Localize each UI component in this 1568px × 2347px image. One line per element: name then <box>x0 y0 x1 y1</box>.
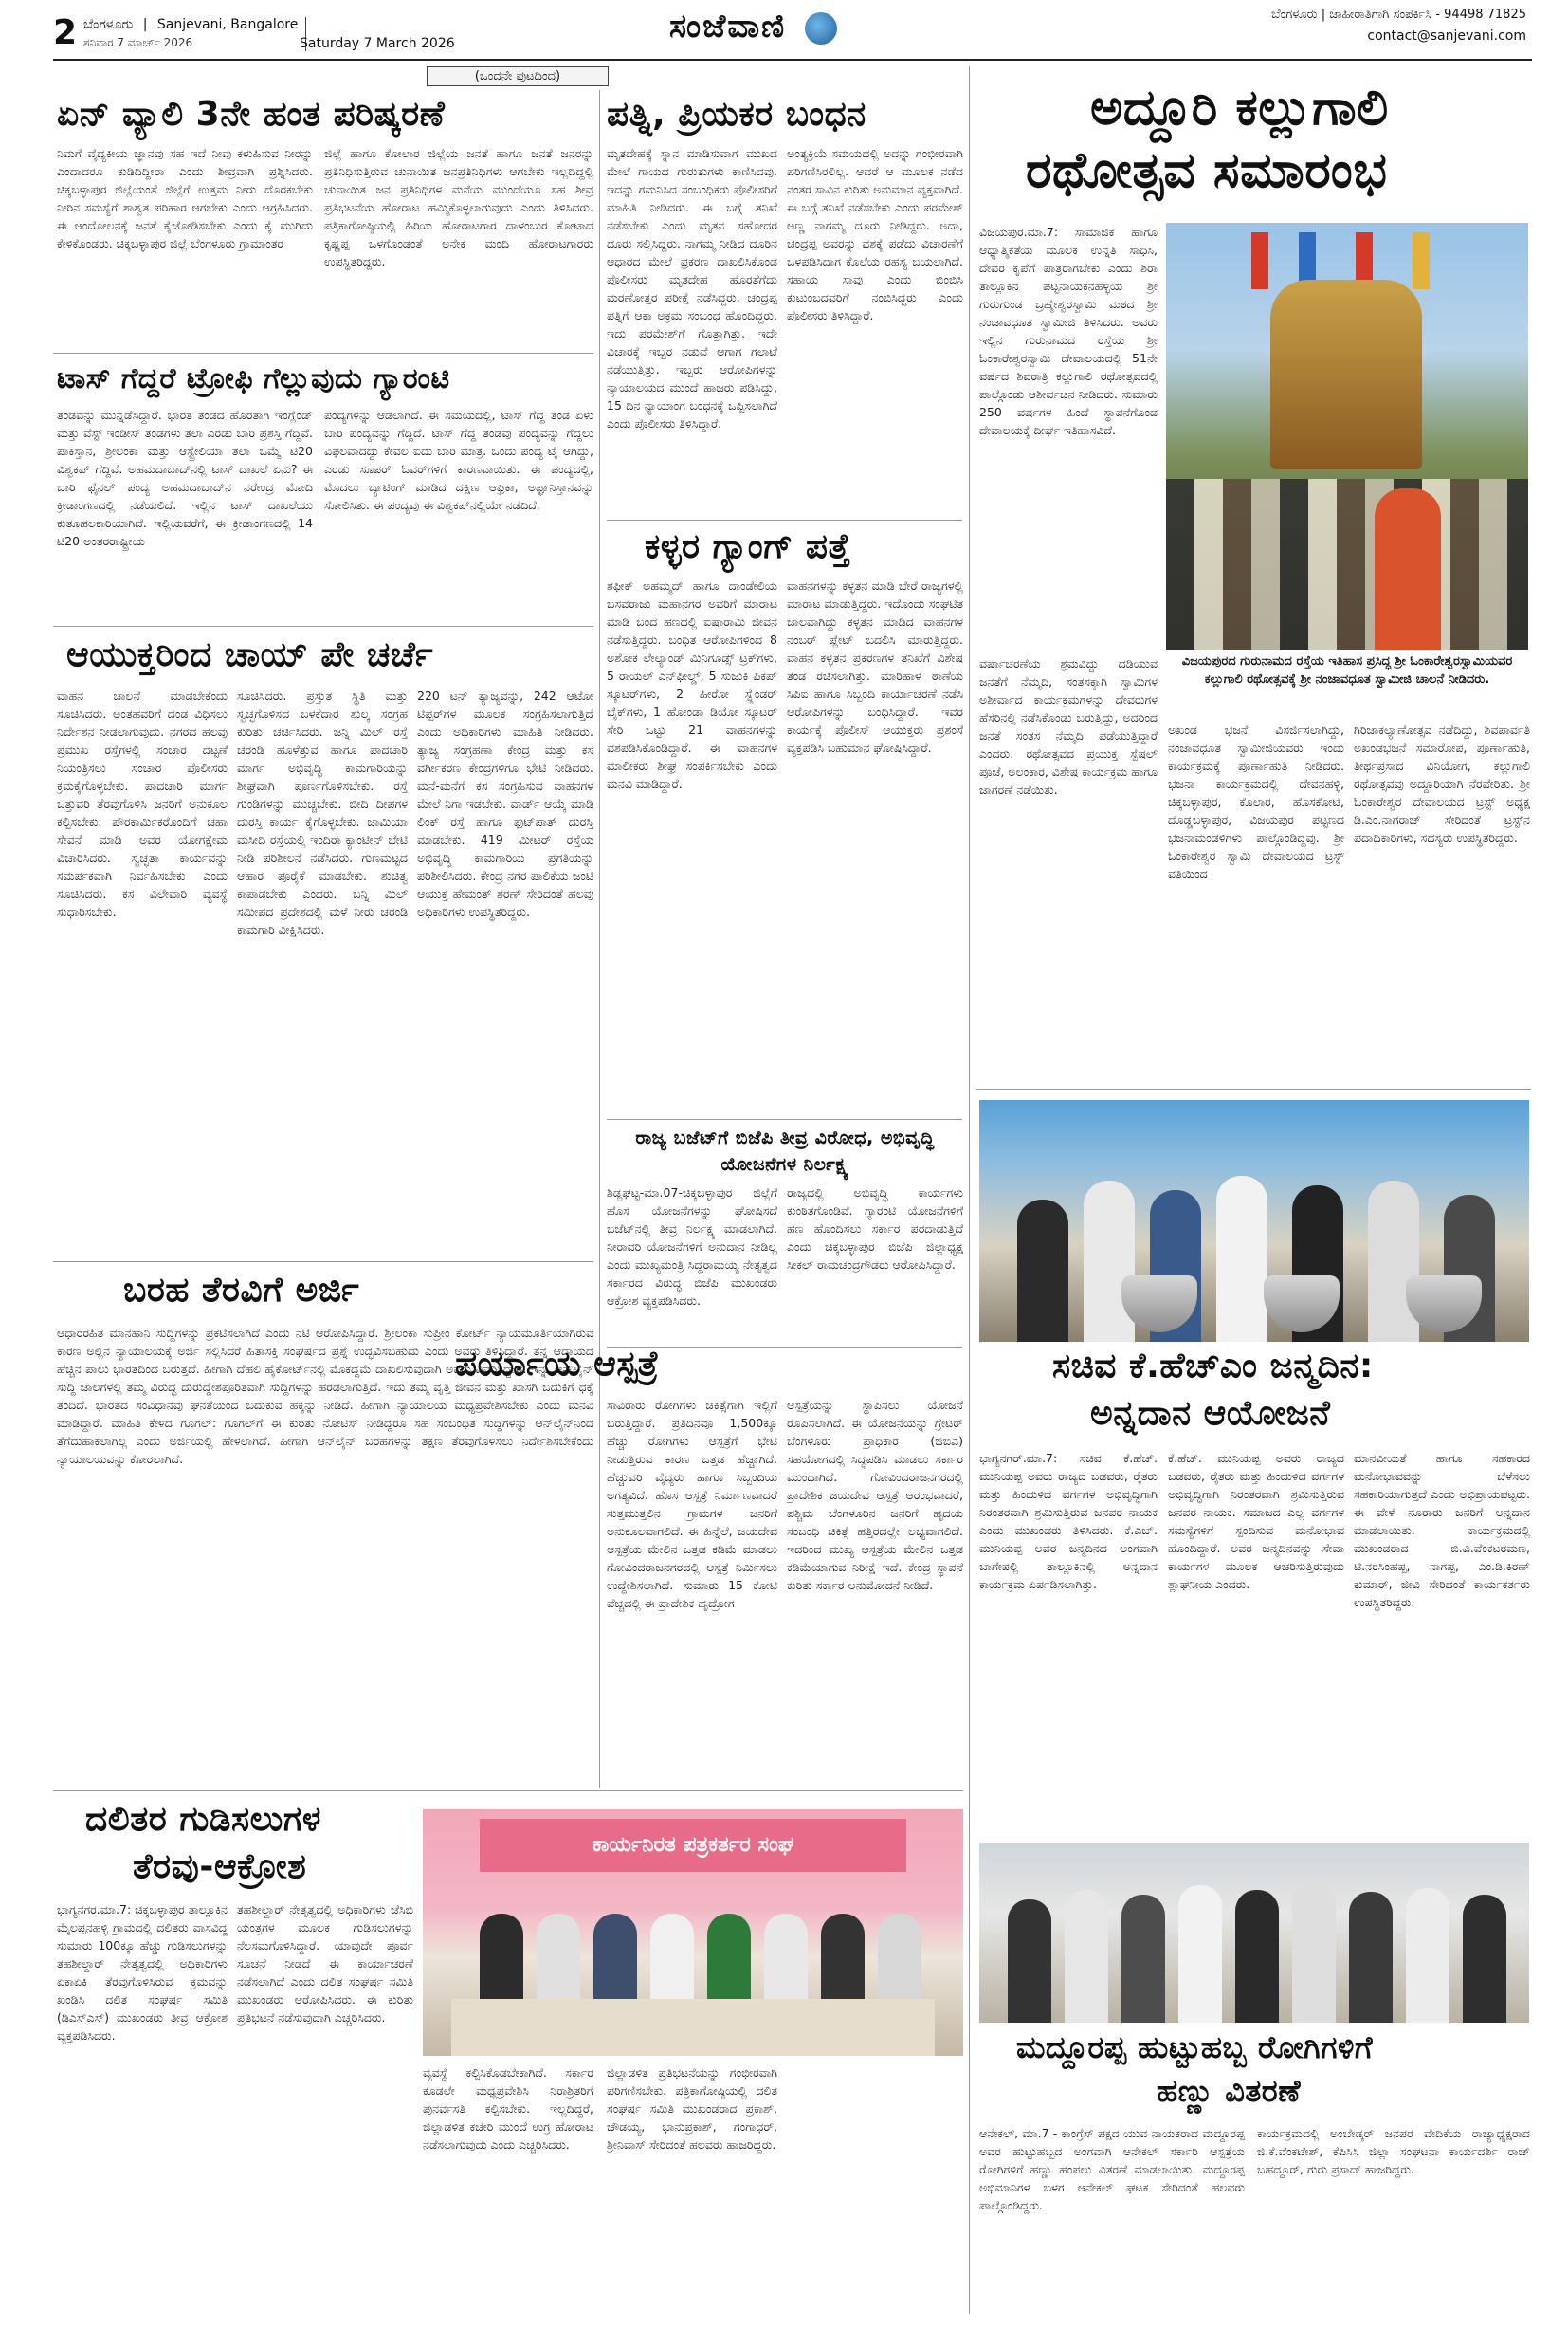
article-body: ವ್ಯವಸ್ಥೆ ಕಲ್ಪಿಸಿಕೊಡಬೇಕಾಗಿದೆ. ಸರ್ಕಾರ ಕೂಡಲೇ ಮಧ್ಯಪ್ರವೇಶಿಸಿ ನಿರಾಶ್ರಿತರಿಗೆ ಪುನರ್ವಸತಿ ಕಲ್ಪಿಸಬೇಕು. ಇಲ್ಲದಿದ್ದರೆ, ಜಿಲ್ಲಾಡಳಿತ ಕಚೇರಿ ಮುಂದೆ ಉಗ್ರ ಹೋರಾಟ ನಡೆಸಲಾಗುವುದು ಎಂದು ಎಚ್ಚರಿಸಿದರು. <box>423 2065 593 2152</box>
article-body: ಮೃತದೇಹಕ್ಕೆ ಸ್ನಾನ ಮಾಡಿಸುವಾಗ ಮುಖದ ಮೇಲೆ ಗಾಯದ ಗುರುತುಗಳು ಕಾಣಿಸಿದವು. ಇದನ್ನು ಗಮನಿಸಿದ ಸಂಬಂಧಿಕರು ಪೊಲೀಸರಿಗೆ ಮಾಹಿತಿ ನೀಡಿದರು. ಈ ಬಗ್ಗೆ ತನಿಖೆ ನಡೆಸಬೇಕು ಎಂದು ಮೃತನ ಸಹೋದರ ದೂರು ಸಲ್ಲಿಸಿದ್ದರು. ನಾಗಮ್ಮ ನೀಡಿದ ದೂರಿನ ಆಧಾರದ ಮೇಲೆ ಪ್ರಕರಣ ದಾಖಲಿಸಿಕೊಂಡ ಪೊಲೀಸರು ಮೃತದೇಹ ಹೊರತೆಗೆದು ಮರಣೋತ್ತರ ಪರೀಕ್ಷೆ ನಡೆಸಿದ್ದರು. ಚಂದ್ರಪ್ಪ ಪತ್ನಿಗೆ ಆಕಾ ಅಕ್ರಮ ಸಂಬಂಧ ಹೊಂದಿದ್ದರು. ಇದು ಪರಮೇಶ್‌ಗೆ ಗೊತ್ತಾಗಿತ್ತು. ಇದೇ ವಿಚಾರಕ್ಕೆ ಇಬ್ಬರ ನಡುವೆ ಆಗಾಗ ಗಲಾಟೆ ನಡೆಯುತ್ತಿತ್ತು. ಇಬ್ಬರು ಆರೋಪಿಗಳನ್ನು ನ್ಯಾಯಾಲಯದ ಮುಂದೆ ಹಾಜರು ಪಡಿಸಿದ್ದು, 15 ದಿನ ನ್ಯಾಯಾಂಗ ಬಂಧನಕ್ಕೆ ಒಪ್ಪಿಸಲಾಗಿದೆ ಎಂದು ಪೊಲೀಸರು ತಿಳಿಸಿದ್ದಾರೆ. <box>607 146 777 431</box>
article-body: ಗಿರಿಜಾಕಲ್ಯಾಣೋತ್ಸವ ನಡೆದಿದ್ದು, ಶಿವಪಾರ್ವತಿ ಅಖಂಡಭಜನೆ ಸಮಾರೋಪ, ಪೂರ್ಣಾಹುತಿ, ತೀರ್ಥಪ್ರಸಾದ ವಿನಿಯೋಗ, ಕಲ್ಲುಗಾಲಿ ರಥೋತ್ಸವವು ಅದ್ದೂರಿಯಾಗಿ ನೆರವೇರಿತು. ಶ್ರೀ ಓಂಕಾರೇಶ್ವರ ದೇವಾಲಯದ ಟ್ರಸ್ಟ್ ಅಧ್ಯಕ್ಷ ಡಿ.ಎಂ.ನಾಗರಾಜ್ ಸೇರಿದಂತೆ ಟ್ರಸ್ಟ್‌ನ ಪದಾಧಿಕಾರಿಗಳು, ಸದಸ್ಯರು ಉಪಸ್ಥಿತರಿದ್ದರು. <box>1354 723 1530 845</box>
article-body: ಅಖಂಡ ಭಜನೆ ವಿಸರ್ಜಿಸಲಾಗಿದ್ದು, ನಂಜಾವಧೂತ ಸ್ವಾಮೀಜಿಯವರು ಇಂದು ಕಾರ್ಯಕ್ರಮಕ್ಕೆ ಪೂರ್ಣಾಹುತಿ ನೀಡಿದರು. ಭಜನಾ ಕಾರ್ಯಕ್ರಮದಲ್ಲಿ ದೇವನಹಳ್ಳಿ, ಚಿಕ್ಕಬಳ್ಳಾಪುರ, ಕೊಲಾರ, ಹೊಸಕೋಟೆ, ದೊಡ್ಡಬಳ್ಳಾಪುರ, ವಿಜಯಪುರ ಪಟ್ಟಣದ ಭಜನಾಮಂಡಳಿಗಳು ಪಾಲ್ಗೊಂಡಿದ್ದವು. ಶ್ರೀ ಓಂಕಾರೇಶ್ವರ ಸ್ವಾಮಿ ದೇವಾಲಯದ ಟ್ರಸ್ಟ್ ವತಿಯಿಂದ <box>1168 723 1344 881</box>
headline-fruit-2: ಹಣ್ಣು ವಿತರಣೆ <box>1157 2073 1302 2109</box>
article-body: ವಾಹನ ಚಾಲನೆ ಮಾಡಬೇಕೆಂದು ಸೂಚಿಸಿದರು. ಅಂತಹವರಿಗೆ ದಂಡ ವಿಧಿಸಲು ನಿರ್ದೇಶನ ನೀಡಲಾಗುವುದು. ನಗರದ ಹಲವು ಪ್ರಮುಖ ರಸ್ತೆಗಳಲ್ಲಿ ಸಂಚಾರ ದಟ್ಟಣೆ ನಿಯಂತ್ರಿಸಲು ಸಂಚಾರ ಪೊಲೀಸರು ಕ್ರಮಕೈಗೊಳ್ಳಬೇಕು. ಪಾದಚಾರಿ ಮಾರ್ಗ ಒತ್ತುವರಿ ತೆರವುಗೊಳಿಸಿ ಜನರಿಗೆ ಅನುಕೂಲ ಕಲ್ಪಿಸಬೇಕು. ಪೌರಕಾರ್ಮಿಕರೊಂದಿಗೆ ಚಹಾ ಸೇವನೆ ಮಾಡಿ ಅವರ ಯೋಗಕ್ಷೇಮ ವಿಚಾರಿಸಿದರು. ಸ್ವಚ್ಛತಾ ಕಾರ್ಯವನ್ನು ಸಮರ್ಪಕವಾಗಿ ನಿರ್ವಹಿಸಬೇಕು ಎಂದು ಸೂಚಿಸಿದರು. ಕಸ ವಿಲೇವಾರಿ ವ್ಯವಸ್ಥೆ ಸುಧಾರಿಸಬೇಕು. <box>57 688 228 919</box>
section-divider <box>607 1119 962 1120</box>
fruit-distribution-photo <box>979 1843 1529 2023</box>
headline-rathotsava-2: ರಥೋತ್ಸವ ಸಮಾರಂಭ <box>1026 142 1388 199</box>
section-divider <box>607 520 962 521</box>
headline-kallara: ಕಳ್ಳರ ಗ್ಯಾಂಗ್ ಪತ್ತೆ <box>645 527 851 566</box>
article-body: ಸೂಚಿಸಿದರು. ಪ್ರಸ್ತುತ ಸ್ಥಿತಿ ಮತ್ತು ಸ್ವಚ್ಛಗೊಳಿಸದ ಬಳಕೆದಾರ ಶುಲ್ಕ ಸಂಗ್ರಹ ಕುರಿತು ಚರ್ಚಿಸಿದರು. ಜನ್ನಿ ಮಿಲ್ ರಸ್ತೆ ಚರಂಡಿ ಹೂಳೆತ್ತುವ ಹಾಗೂ ಪಾದಚಾರಿ ಮಾರ್ಗ ಅಭಿವೃದ್ಧಿ ಕಾಮಗಾರಿಯನ್ನು ಶೀಘ್ರವಾಗಿ ಪೂರ್ಣಗೊಳಿಸಬೇಕು. ರಸ್ತೆ ಗುಂಡಿಗಳನ್ನು ಮುಚ್ಚಬೇಕು. ಬೀದಿ ದೀಪಗಳ ದುರಸ್ತಿ ಕಾರ್ಯ ಕೈಗೊಳ್ಳಬೇಕು. ಜಾಮಿಯಾ ಮಸೀದಿ ರಸ್ತೆಯಲ್ಲಿ ಇಂದಿರಾ ಕ್ಯಾಂಟೀನ್ ಭೇಟಿ ನೀಡಿ ಪರಿಶೀಲನೆ ನಡೆಸಿದರು. ಗುಣಮಟ್ಟದ ಆಹಾರ ಪೂರೈಕೆ ಮಾಡಬೇಕು. ಶುಚಿತ್ವ ಕಾಪಾಡಬೇಕು ಎಂದರು. ಬನ್ನಿ ಮಿಲ್ ಸಮೀಪದ ಪ್ರದೇಶದಲ್ಲಿ ಮಳೆ ನೀರು ಚರಂಡಿ ಕಾಮಗಾರಿ ವೀಕ್ಷಿಸಿದರು. <box>237 688 408 937</box>
headline-envalley: ಏನ್ ವ್ಯಾಲಿ 3ನೇ ಹಂತ ಪರಿಷ್ಕರಣೆ <box>57 95 446 134</box>
article-body: ಕಾರ್ಯಕ್ರಮದಲ್ಲಿ ಅಂಬೇಡ್ಕರ್ ಜನಪರ ವೇದಿಕೆಯ ರಾಜ್ಯಾಧ್ಯಕ್ಷರಾದ ಜಿ.ಕೆ.ವೆಂಕಟೇಶ್, ಕೆಪಿಸಿಸಿ ಜಿಲ್ಲಾ ಸಂಘಟನಾ ಕಾರ್ಯದರ್ಶಿ ರಾಜ್ ಬಹದ್ದೂರ್, ಗುರು ಪ್ರಸಾದ್ ಹಾಜರಿದ್ದರು. <box>1257 2126 1530 2176</box>
headline-budget: ರಾಜ್ಯ ಬಜೆಟ್‌ಗೆ ಬಿಜೆಪಿ ತೀವ್ರ ವಿರೋಧ, ಅಭಿವೃದ್ಧಿ ಯೋಜನೆಗಳ ನಿರ್ಲಕ್ಷ್ಯ <box>635 1128 935 1175</box>
edition-name: Sanjevani, Bangalore <box>156 17 299 32</box>
headline-khm-2: ಅನ್ನದಾನ ಆಯೋಜನೆ <box>1090 1394 1331 1433</box>
article-body: ವಿಜಯಪುರ.ಮಾ.7: ಸಾಮಾಜಿಕ ಹಾಗೂ ಆಧ್ಯಾತ್ಮಿಕತೆಯ ಮೂಲಕ ಉನ್ನತಿ ಸಾಧಿಸಿ, ದೇವರ ಕೃಪೆಗೆ ಪಾತ್ರರಾಗಬೇಕು ಎಂದು ಶಿರಾ ತಾಲ್ಲೂಕಿನ ಪಟ್ಟನಾಯಕನಹಳ್ಳಿಯ ಶ್ರೀ ಗುರುಗುಂಡ ಬ್ರಹ್ಮೇಶ್ವರಸ್ವಾಮಿ ಮಠದ ಶ್ರೀ ನಂಜಾವಧೂತ ಸ್ವಾಮೀಜಿ ತಿಳಿಸಿದರು. ಅವರು ಇಲ್ಲಿನ ಗುರುನಾಮದ ರಸ್ತೆಯ ಶ್ರೀ ಓಂಕಾರೇಶ್ವರಸ್ವಾಮಿ ದೇವಾಲಯದಲ್ಲಿ 51ನೇ ವರ್ಷದ ಶಿವರಾತ್ರಿ ಕಲ್ಲುಗಾಲಿ ರಥೋತ್ಸವದಲ್ಲಿ ಪಾಲ್ಗೊಂಡು ಆಶೀರ್ವಚನ ನೀಡಿದರು. ಸುಮಾರು 250 ವರ್ಷಗಳ ಹಿಂದೆ ಸ್ಥಾಪನೆಗೊಂಡ ದೇವಾಲಯಕ್ಕೆ ದೀರ್ಘ ಇತಿಹಾಸವಿದೆ. <box>979 225 1158 437</box>
continued-label: (ಒಂದನೇ ಪುಟದಿಂದ) <box>427 66 609 86</box>
press-meet-photo <box>423 1809 963 2056</box>
headline-khm-1: ಸಚಿವ ಕೆ.ಹೆಚ್‌ಎಂ ಜನ್ಮದಿನ: <box>1052 1347 1374 1385</box>
article-body: ಜಿಲ್ಲೆ ಹಾಗೂ ಕೋಲಾರ ಜಿಲ್ಲೆಯ ಜನತೆ ಹಾಗೂ ಜನತೆ ಜನರನ್ನು ಪ್ರತಿನಿಧಿಸುತ್ತಿರುವ ಚುನಾಯಿತ ಜನಪ್ರತಿನಿಧಿಗಳು ಆಗಬೇಕು ಇಲ್ಲದಿದ್ದಲ್ಲಿ ಚುನಾಯಿತ ಜನ ಪ್ರತಿನಿಧಿಗಳ ಮನೆಯ ಮುಂದೆಯೂ ಸಹ ಶೀವ್ರ ಪ್ರತಿಭಟನೆಯ ಹೋರಾಟ ಹಮ್ಮಿಕೊಳ್ಳಲಾಗುವುದು ಎಂದು ತಿಳಿಸಿದರು. ಪತ್ರಿಕಾಗೋಷ್ಠಿಯಲ್ಲಿ ಹಿರಿಯ ಹೋರಾಟಗಾರ ದಾಳಂಬುರ ಕೋಟಾದ ಕೃಷ್ಣಪ್ಪ ಒಳಗೊಂಡಂತೆ ಅನೇಕ ಮಂದಿ ಹೋರಾಟಗಾರರು ಉಪಸ್ಥಿತರಿದ್ದರು. <box>324 146 593 268</box>
article-body: 220 ಟನ್ ತ್ಯಾಜ್ಯವನ್ನು, 242 ಆಟೋ ಟಿಪ್ಪರ್‌ಗಳ ಮೂಲಕ ಸಂಗ್ರಹಿಸಲಾಗುತ್ತಿದೆ ಎಂದು ಅಧಿಕಾರಿಗಳು ಮಾಹಿತಿ ನೀಡಿದರು. ತ್ಯಾಜ್ಯ ಸಂಗ್ರಹಣಾ ಕೇಂದ್ರ ಮತ್ತು ಕಸ ವರ್ಗೀಕರಣ ಕೇಂದ್ರಗಳಿಗೂ ಭೇಟಿ ನೀಡಿದರು. ಮನೆ-ಮನೆಗೆ ಕಸ ಸಂಗ್ರಹಿಸುವ ವಾಹನಗಳ ಮೇಲೆ ನಿಗಾ ಇಡಬೇಕು. ವಾರ್ಡ್ ಆಯ್ಕೆ ಮಾಡಿ ಲಿಂಕ್ ರಸ್ತೆ ಹಾಗೂ ಫುಟ್‌ಪಾತ್ ದುರಸ್ತಿ ಮಾಡಬೇಕು. 419 ಮೀಟರ್ ರಸ್ತೆಯ ಅಭಿವೃದ್ಧಿ ಕಾಮಗಾರಿಯ ಪ್ರಗತಿಯನ್ನು ಪರಿಶೀಲಿಸಿದರು. ಕೇಂದ್ರ ನಗರ ಪಾಲಿಕೆಯ ಜಂಟಿ ಆಯುಕ್ತ ಹೇಮಂತ್ ಶರಣ್ ಸೇರಿದಂತೆ ಹಲವು ಅಧಿಕಾರಿಗಳು ಉಪಸ್ಥಿತರಿದ್ದರು. <box>417 688 593 919</box>
headline-dalit-2: ತೆರವು-ಆಕ್ರೋಶ <box>133 1847 307 1886</box>
article-body: ಸಾವಿರಾರು ರೋಗಿಗಳು ಚಿಕಿತ್ಸೆಗಾಗಿ ಇಲ್ಲಿಗೆ ಬರುತ್ತಿದ್ದಾರೆ. ಪ್ರತಿದಿನವೂ 1,500ಕ್ಕೂ ಹೆಚ್ಚು ರೋಗಿಗಳು ಆಸ್ಪತ್ರೆಗೆ ಭೇಟಿ ನೀಡುತ್ತಿರುವ ಕಾರಣ ಒತ್ತಡ ಹೆಚ್ಚಾಗಿದೆ. ಹೆಚ್ಚುವರಿ ವೈದ್ಯರು ಹಾಗೂ ಸಿಬ್ಬಂದಿಯ ಅಗತ್ಯವಿದೆ. ಹೊಸ ಆಸ್ಪತ್ರೆ ನಿರ್ಮಾಣವಾದರೆ ಸುತ್ತಮುತ್ತಲಿನ ಗ್ರಾಮಗಳ ಜನರಿಗೆ ಅನುಕೂಲವಾಗಲಿದೆ. ಈ ಹಿನ್ನೆಲೆ, ಜಯದೇವ ಆಸ್ಪತ್ರೆಯ ಮೇಲಿನ ಒತ್ತಡ ಕಡಿಮೆ ಮಾಡಲು ಗೋವಿಂದರಾಜನಗರದಲ್ಲಿ ಆಸ್ಪತ್ರೆ ನಿರ್ಮಿಸಲು ಉದ್ದೇಶಿಸಲಾಗಿದೆ. ಸುಮಾರು 15 ಕೋಟಿ ವೆಚ್ಚದಲ್ಲಿ ಈ ಪ್ರಾದೇಶಿಕ ಹೃದ್ರೋಗ <box>607 1398 777 1610</box>
section-divider <box>53 1261 593 1262</box>
section-divider <box>53 1790 963 1791</box>
masthead <box>0 0 1568 55</box>
headline-baraha: ಬರಹ ತೆರವಿಗೆ ಅರ್ಜಿ <box>123 1271 360 1310</box>
globe-icon <box>805 12 837 45</box>
article-body: ಆಧಾರರಹಿತ ಮಾನಹಾನಿ ಸುದ್ದಿಗಳನ್ನು ಪ್ರಕಟಿಸಲಾಗಿದೆ ಎಂದು ನಟಿ ಆರೋಪಿಸಿದ್ದಾರೆ. ಶ್ರೀಲಂಕಾ ಸುಪ್ರೀಂ ಕೋರ್ಟ್ ನ್ಯಾಯಮೂರ್ತಿಯಾಗಿರುವ ಕಾರಣ ಅಲ್ಲಿನ ನ್ಯಾಯಾಲಯಕ್ಕೆ ಅರ್ಜಿ ಸಲ್ಲಿಸಿದರೆ ಹಿತಾಸಕ್ತಿ ಸಂಘರ್ಷದ ಪ್ರಶ್ನೆ ಉದ್ಭವಿಸಬಹುದು ಎಂದು ಅವರು ತಿಳಿಸಿದ್ದಾರೆ. ತನ್ನ ಆದಾಯದ ಹೆಚ್ಚಿನ ಪಾಲು ಭಾರತದಿಂದ ಬರುತ್ತದೆ. ಹೀಗಾಗಿ ದೆಹಲಿ ಹೈಕೋರ್ಟ್‌ನಲ್ಲಿ ಮೊಕದ್ದಮೆ ದಾಖಲಿಸುವುದಾಗಿ ಅವರು ವಿವರಿಸಿದ್ದಾರೆ. ಇನ್ನು ಆನ್‌ಲೈನ್ ಸುದ್ದಿ ಜಾಲಗಳಲ್ಲಿ ತಮ್ಮ ವಿರುದ್ಧ ದುರುದ್ದೇಶಪೂರಿತವಾಗಿ ಸುದ್ದಿಗಳನ್ನು ಹರಡಲಾಗುತ್ತಿದೆ. ಇದು ತಮ್ಮ ವೃತ್ತಿ ಜೀವನ ಮತ್ತು ಖಾಸಗಿ ಬದುಕಿಗೆ ಧಕ್ಕೆ ತಂದಿದೆ. ಭಾರತದ ಸಂವಿಧಾನವು ಘನತೆಯಿಂದ ಬದುಕುವ ಹಕ್ಕನ್ನು ನೀಡಿದೆ. ಹೀಗಾಗಿ ನ್ಯಾಯಾಲಯ ಮಧ್ಯಪ್ರವೇಶಿಸಬೇಕು ಎಂದು ಮನವಿ ಮಾಡಿದ್ದಾರೆ. ಮಾಹಿತಿ ಕೇಳಿದ ಗೂಗಲ್: ಗೂಗಲ್‌ಗೆ ಈ ಕುರಿತು ನೋಟಿಸ್ ನೀಡಿದ್ದರೂ ಸಹ ಸಂಬಂಧಿತ ಸುದ್ದಿಗಳನ್ನು ಆನ್‌ಲೈನ್‌ನಿಂದ ತೆಗೆದುಹಾಕಲಾಗಿಲ್ಲ ಎಂದು ಅರ್ಜಿಯಲ್ಲಿ ಹೇಳಲಾಗಿದೆ. ಹೀಗಾಗಿ ಆನ್‌ಲೈನ್ ಬರಹಗಳನ್ನು ತಕ್ಷಣ ತೆರವುಗೊಳಿಸಲು ನಿರ್ದೇಶಿಸಬೇಕೆಂದು ನ್ಯಾಯಾಲಯವನ್ನು ಕೋರಲಾಗಿದೆ. <box>57 1326 593 1466</box>
article-body: ವರ್ಷಾಚರಣೆಯ ಶ್ರಮವಿದ್ದು ದಡಿಯುವ ಜನತೆಗೆ ನೆಮ್ಮದಿ, ಸಂತಸಕ್ಕಾಗಿ ಸ್ವಾಮಿಗಳ ಅಶೀರ್ವಾದ ಕಾರ್ಯಕ್ರಮಗಳನ್ನು ದೇವರುಗಳ ಹೆಸರಿನಲ್ಲಿ ನಡೆಸಿಕೊಂಡು ಬರುತ್ತಿದ್ದು, ಅದರಿಂದ ಜನತೆ ಸಂತಸ ನೆಮ್ಮದಿ ಪಡೆಯುತ್ತಿದ್ದಾರೆ ಎಂದರು. ರಥೋತ್ಸವದ ಪ್ರಯುಕ್ತ ಸ್ಪೆಷಲ್ ಪೂಜೆ, ಅಲಂಕಾರ, ವಿಶೇಷ ಕಾರ್ಯಕ್ರಮ ಹಾಗೂ ಜಾಗರಣೆ ನಡೆಯಿತು. <box>979 656 1158 797</box>
article-body: ಕೆ.ಹೆಚ್. ಮುನಿಯಪ್ಪ ಅವರು ರಾಜ್ಯದ ಬಡವರು, ರೈತರು ಮತ್ತು ಹಿಂದುಳಿದ ವರ್ಗಗಳ ಅಭಿವೃದ್ಧಿಗಾಗಿ ನಿರಂತರವಾಗಿ ಶ್ರಮಿಸುತ್ತಿರುವ ಜನಪರ ನಾಯಕ. ಸಮಾಜದ ಎಲ್ಲ ವರ್ಗಗಳ ಸಮಸ್ಯೆಗಳಿಗೆ ಸ್ಪಂದಿಸುವ ಮನೋಭಾವ ಹೊಂದಿದ್ದಾರೆ. ಅವರ ಜನ್ಮದಿನವನ್ನು ಸೇವಾ ಕಾರ್ಯಗಳ ಮೂಲಕ ಆಚರಿಸುತ್ತಿರುವುದು ಶ್ಲಾಘನೀಯ ಎಂದರು. <box>1168 1451 1344 1591</box>
article-body: ಶಿಡ್ಲಘಟ್ಟ-ಮಾ.07-ಚಿಕ್ಕಬಳ್ಳಾಪುರ ಜಿಲ್ಲೆಗೆ ಹೊಸ ಯೋಜನೆಗಳನ್ನು ಘೋಷಿಸದೆ ಬಜೆಟ್‌ನಲ್ಲಿ ತೀವ್ರ ನಿರ್ಲಕ್ಷ್ಯ ಮಾಡಲಾಗಿದೆ. ನೀರಾವರಿ ಯೋಜನೆಗಳಿಗೆ ಅನುದಾನ ನೀಡಿಲ್ಲ ಎಂದು ಮುಖ್ಯಮಂತ್ರಿ ಸಿದ್ದರಾಮಯ್ಯ ನೇತೃತ್ವದ ಸರ್ಕಾರದ ವಿರುದ್ಧ ಬಿಜೆಪಿ ಮುಖಂಡರು ಆಕ್ರೋಶ ವ್ಯಕ್ತಪಡಿಸಿದರು. <box>607 1185 777 1308</box>
headline-hospital: ಪರ್ಯಾಯ ಆಸ್ಪತ್ರೆ <box>455 1345 660 1384</box>
article-body: ಪಂದ್ಯಗಳನ್ನು ಆಡಲಾಗಿದೆ. ಈ ಸಮಯದಲ್ಲಿ, ಟಾಸ್ ಗೆದ್ದ ತಂಡ ಏಳು ಬಾರಿ ಪಂದ್ಯವನ್ನು ಗೆದ್ದಿದೆ. ಟಾಸ್ ಗೆದ್ದ ತಂಡವು ಪಂದ್ಯವನ್ನು ಗೆದ್ದಲು ವಿಫಲವಾದದ್ದು ಕೇವಲ ಐದು ಬಾರಿ ಮಾತ್ರ. ಒಂದು ಪಂದ್ಯ ಟೈ ಆಗಿದ್ದು, ಎರಡು ಸೂಪರ್ ಓವರ್‌ಗಳಿಗೆ ಕಾರಣವಾಯಿತು. ಈ ಪಂದ್ಯದಲ್ಲಿ, ಮೊದಲು ಬ್ಯಾಟಿಂಗ್ ಮಾಡಿದ ದಕ್ಷಿಣ ಆಫ್ರಿಕಾ, ಅಫ್ಘಾನಿಸ್ತಾನವನ್ನು ಸೋಲಿಸಿತು. ಈ ಪಂದ್ಯವು ಈ ವಿಶ್ವಕಪ್‌ನಲ್ಲಿಯೇ ನಡೆದಿದೆ. <box>324 408 593 512</box>
masthead-rule <box>53 59 1532 61</box>
article-body: ಮಾನವೀಯತೆ ಹಾಗೂ ಸಹಕಾರದ ಮನೋಭಾವವನ್ನು ಬೆಳೆಸಲು ಸಹಕಾರಿಯಾಗುತ್ತದೆ ಎಂದು ಅಭಿಪ್ರಾಯಪಟ್ಟರು. ಈ ವೇಳೆ ನೂರಾರು ಜನರಿಗೆ ಅನ್ನದಾನ ಮಾಡಲಾಯಿತು. ಕಾರ್ಯಕ್ರಮದಲ್ಲಿ ಮುಖಂಡರಾದ ಬಿ.ವಿ.ವೆಂಕಟರಮಣ, ಟಿ.ನರಸಿಂಹಪ್ಪ, ನಾಗಪ್ಪ, ಎಂ.ಡಿ.ಕಿರಣ್ ಕುಮಾರ್, ಜೀವಿ ಸೇರಿದಂತೆ ಕಾರ್ಯಕರ್ತರು ಉಪಸ್ಥಿತರಿದ್ದರು. <box>1354 1451 1530 1609</box>
page-number: 2 <box>53 13 78 52</box>
date-en: Saturday 7 March 2026 <box>300 36 455 51</box>
article-body: ತಹಶೀಲ್ದಾರ್ ನೇತೃತ್ವದಲ್ಲಿ ಅಧಿಕಾರಿಗಳು ಜೆಸಿಬಿ ಯಂತ್ರಗಳ ಮೂಲಕ ಗುಡಿಸಲುಗಳನ್ನು ನೆಲಸಮಗೊಳಿಸಿದ್ದಾರೆ. ಯಾವುದೇ ಪೂರ್ವ ಸೂಚನೆ ನೀಡದೆ ಈ ಕಾರ್ಯಾಚರಣೆ ನಡೆಸಲಾಗಿದೆ ಎಂದು ದಲಿತ ಸಂಘರ್ಷ ಸಮಿತಿ ಮುಖಂಡರು ಆರೋಪಿಸಿದರು. ಈ ಕುರಿತು ಪ್ರತಿಭಟನೆ ನಡೆಸುವುದಾಗಿ ಎಚ್ಚರಿಸಿದರು. <box>237 1902 413 2025</box>
rathotsava-caption: ವಿಜಯಪುರದ ಗುರುನಾಮದ ರಸ್ತೆಯ ಇತಿಹಾಸ ಪ್ರಸಿದ್ಧ ಶ್ರೀ ಓಂಕಾರೇಶ್ವರಸ್ವಾಮಿಯವರ ಕಲ್ಲುಗಾಲಿ ರಥೋತ್ಸವಕ್ಕೆ ಶ್ರೀ ನಂಜಾವಧೂತ ಸ್ವಾಮೀಜಿ ಚಾಲನೆ ನೀಡಿದರು. <box>1181 654 1513 687</box>
article-body: ಭಾಗ್ಯನಗರ್.ಮಾ.7: ಸಚಿವ ಕೆ.ಹೆಚ್. ಮುನಿಯಪ್ಪ ಅವರು ರಾಜ್ಯದ ಬಡವರು, ರೈತರು ಮತ್ತು ಹಿಂದುಳಿದ ವರ್ಗಗಳ ಅಭಿವೃದ್ಧಿಗಾಗಿ ನಿರಂತರವಾಗಿ ಶ್ರಮಿಸುತ್ತಿರುವ ಜನಪರ ನಾಯಕ ಎಂದು ಮುಖಂಡರು ತಿಳಿಸಿದರು. ಕೆ.ಎಚ್. ಮುನಿಯಪ್ಪ ಅವರ ಜನ್ಮದಿನದ ಅಂಗವಾಗಿ ಬಾಗೇಪಲ್ಲಿ ತಾಲ್ಲೂಕಿನಲ್ಲಿ ಅನ್ನದಾನ ಕಾರ್ಯಕ್ರಮ ಏರ್ಪಡಿಸಲಾಗಿತ್ತು. <box>979 1451 1158 1591</box>
headline-chai: ಆಯುಕ್ತರಿಂದ ಚಾಯ್ ಪೇ ಚರ್ಚೆ <box>66 635 433 674</box>
article-body: ಆನೇಕಲ್, ಮಾ.7 - ಕಾಂಗ್ರೆಸ್ ಪಕ್ಷದ ಯುವ ನಾಯಕರಾದ ಮದ್ದೂರಪ್ಪ ಅವರ ಹುಟ್ಟುಹಬ್ಬದ ಅಂಗವಾಗಿ ಆನೇಕಲ್ ಸರ್ಕಾರಿ ಆಸ್ಪತ್ರೆಯ ರೋಗಿಗಳಿಗೆ ಹಣ್ಣು ಹಂಪಲು ವಿತರಣೆ ಮಾಡಲಾಯಿತು. ಮದ್ದೂರಪ್ಪ ಅಭಿಮಾನಿಗಳ ಬಳಗ ಆನೇಕಲ್ ಘಟಕ ಸೇರಿದಂತೆ ಹಲವರು ಪಾಲ್ಗೊಂಡಿದ್ದರು. <box>979 2126 1245 2212</box>
edition-label: ಬೆಂಗಳೂರು | Sanjevani, Bangalore <box>83 17 299 32</box>
logo-text: ಸಂಜೆವಾಣಿ <box>669 8 787 46</box>
annadana-photo <box>979 1100 1529 1342</box>
section-divider <box>53 626 593 627</box>
section-divider <box>976 1089 1531 1090</box>
article-body: ಅಂತ್ಯಕ್ರಿಯೆ ಸಮಯದಲ್ಲಿ ಅದನ್ನು ಗಂಭೀರವಾಗಿ ಪರಿಗಣಿಸಿರಲಿಲ್ಲ. ಆದರೆ ಆ ಮೂಲಕ ನಡೆದ ನಂತರ ಸಾವಿನ ಕುರಿತು ಅನುಮಾನ ವ್ಯಕ್ತವಾಗಿದೆ. ಈ ಬಗ್ಗೆ ತನಿಖೆ ನಡೆಸಬೇಕು ಎಂದು ಪರಮೇಶ್ ಅಣ್ಣ ನಾಗಮ್ಮ ದೂರು ನೀಡಿದ್ದರು. ಅದಾ, ಚಂದ್ರಪ್ಪ ಅವರನ್ನು ವಶಕ್ಕೆ ಪಡೆದು ವಿಚಾರಣೆಗೆ ಒಳಪಡಿಸಿದಾಗ ಕೊಲೆಯ ರಹಸ್ಯ ಬಯಲಾಗಿದೆ. ಸಹಾಯ ಸಾವು ಎಂದು ಬಿಂಬಿಸಿ ಕುಟುಂಬದವರಿಗೆ ನಂಬಿಸಿದ್ದರು ಎಂದು ಪೊಲೀಸರು ತಿಳಿಸಿದ್ದಾರೆ. <box>787 146 963 322</box>
contact-email: contact@sanjevani.com <box>1367 28 1526 44</box>
headline-patni: ಪತ್ನಿ, ಪ್ರಿಯಕರ ಬಂಧನ <box>607 95 866 134</box>
newspaper-logo <box>669 8 843 46</box>
headline-rathotsava-1: ಅದ್ದೂರಿ ಕಲ್ಲುಗಾಲಿ <box>1090 80 1389 137</box>
headline-fruit-1: ಮದ್ದೂರಪ್ಪ ಹುಟ್ಟುಹಬ್ಬ ರೋಗಿಗಳಿಗೆ <box>1016 2029 1374 2065</box>
article-body: ಶಫೀಕ್ ಅಹಮ್ಮದ್ ಹಾಗೂ ದಾಂಡೇಲಿಯ ಬಸವರಾಜು ಮಹಾನಗರ ಅವರಿಗೆ ಮಾರಾಟ ಮಾಡಿ ಬಂದ ಹಣದಲ್ಲಿ ಐಷಾರಾಮಿ ಜೀವನ ನಡೆಸುತ್ತಿದ್ದರು. ಬಂಧಿತ ಆರೋಪಿಗಳಿಂದ 8 ಅಶೋಕ ಲೇಲ್ಯಾಂಡ್ ಮಿನಿಗೂಡ್ಸ್ ಟ್ರಕ್‌ಗಳು, 5 ರಾಯಲ್ ಎನ್‌ಫೀಲ್ಡ್, 5 ಸುಜುಕಿ ಪಿಕಪ್ ಸ್ಕೂಟರ್‌ಗಳು, 2 ಹೀರೋ ಸ್ಪ್ಲೆಂಡರ್ ಬೈಕ್‌ಗಳು, 1 ಹೋಂಡಾ ಡಿಯೋ ಸ್ಕೂಟರ್ ಸೇರಿ ಒಟ್ಟು 21 ವಾಹನಗಳನ್ನು ವಶಪಡಿಸಿಕೊಂಡಿದ್ದಾರೆ. ಈ ವಾಹನಗಳ ಮಾಲೀಕರು ಶೀಘ್ರ ಸಂಪರ್ಕಿಸಬೇಕು ಎಂದು ಮನವಿ ಮಾಡಿದ್ದಾರೆ. <box>607 578 777 791</box>
article-body: ರಾಜ್ಯದಲ್ಲಿ ಅಭಿವೃದ್ಧಿ ಕಾರ್ಯಗಳು ಕುಂಠಿತಗೊಂಡಿವೆ. ಗ್ಯಾರಂಟಿ ಯೋಜನೆಗಳಿಗೆ ಹಣ ಹೊಂದಿಸಲು ಸರ್ಕಾರ ಪರದಾಡುತ್ತಿದೆ ಎಂದು ಚಿಕ್ಕಬಳ್ಳಾಪುರ ಬಿಜೆಪಿ ಜಿಲ್ಲಾಧ್ಯಕ್ಷ ಸೀಕಲ್ ರಾಮಚಂದ್ರಗೌಡರು ಆರೋಪಿಸಿದ್ದಾರೆ. <box>787 1185 963 1272</box>
article-body: ಆಸ್ಪತ್ರೆಯನ್ನು ಸ್ಥಾಪಿಸಲು ಯೋಜನೆ ರೂಪಿಸಲಾಗಿದೆ. ಈ ಯೋಜನೆಯನ್ನು ಗ್ರೇಟರ್ ಬೆಂಗಳೂರು ಪ್ರಾಧಿಕಾರ (ಜಿಬಿಎ) ಸಹಯೋಗದಲ್ಲಿ ಸಿದ್ಧಪಡಿಸಿ ಮಾಡಲು ಸರ್ಕಾರ ಮುಂದಾಗಿದೆ. ಗೋವಿಂದರಾಜನಗರದಲ್ಲಿ ಪ್ರಾದೇಶಿಕ ಜಯದೇವ ಆಸ್ಪತ್ರೆ ಆರಂಭವಾದರೆ, ಪಶ್ಚಿಮ ಬೆಂಗಳೂರಿನ ಜನರಿಗೆ ಹೃದಯ ಸಂಬಂಧಿ ಚಿಕಿತ್ಸೆ ಹತ್ತಿರದಲ್ಲೇ ಲಭ್ಯವಾಗಲಿದೆ. ಇದರಿಂದ ಮುಖ್ಯ ಆಸ್ಪತ್ರೆಯ ಮೇಲಿನ ಒತ್ತಡ ಕಡಿಮೆಯಾಗುವ ನಿರೀಕ್ಷೆ ಇದೆ. ಕೇಂದ್ರ ಸ್ಥಾಪನೆ ಕುರಿತು ಸರ್ಕಾರ ಅನುಮೋದನೆ ನೀಡಿದೆ. <box>787 1398 963 1592</box>
rathotsava-photo <box>1166 223 1528 650</box>
city-label: ಬೆಂಗಳೂರು <box>83 17 134 32</box>
article-body: ನಿಮಗೆ ವೈದ್ಯಕೀಯ ಜ್ಞಾನವು ಸಹ ಇದೆ ನೀವು ಕಳುಹಿಸುವ ನೀರನ್ನು ಎಂದಾದರೂ ಕುಡಿದಿದ್ದೀರಾ ಎಂದು ಶೀವ್ರವಾಗಿ ಪ್ರಶ್ನಿಸಿದರು. ಚಿಕ್ಕಬಳ್ಳಾಪುರ ಜಿಲ್ಲೆಯಂತೆ ಜಿಲ್ಲೆಗೆ ಉತ್ತಮ ನೀರು ದೊರಕಬೇಕು ನೀರಿನ ಸಮಸ್ಯೆಗೆ ಶಾಶ್ವತ ಪರಿಹಾರ ಆಗಬೇಕು ಎಂದು ಆಗ್ರಹಿಸಿದರು. ಈ ಆಂದೋಲನಕ್ಕೆ ಜನತೆ ಕೈಜೋಡಿಸಬೇಕು ಎಂದು ಕೈ ಮುಗಿದು ಕೇಳಿಕೊಂಡರು. ಚಿಕ್ಕಬಳ್ಳಾಪುರ ಜಿಲ್ಲೆ ಬೆಂಗಳೂರು ಗ್ರಾಮಾಂತರ <box>57 146 313 250</box>
article-body: ವಾಹನಗಳನ್ನು ಕಳ್ಳತನ ಮಾಡಿ ಬೇರೆ ರಾಜ್ಯಗಳಲ್ಲಿ ಮಾರಾಟ ಮಾಡುತ್ತಿದ್ದರು. ಇದೊಂದು ಸಂಘಟಿತ ಜಾಲವಾಗಿದ್ದು ಕಳ್ಳತನ ಮಾಡಿದ ವಾಹನಗಳ ನಂಬರ್ ಪ್ಲೇಟ್ ಬದಲಿಸಿ ಮಾರುತ್ತಿದ್ದರು. ವಾಹನ ಕಳ್ಳತನ ಪ್ರಕರಣಗಳ ತನಿಖೆಗೆ ವಿಶೇಷ ತಂಡ ರಚಿಸಲಾಗಿತ್ತು. ಮಾರಿಹಾಳ ಠಾಣೆಯ ಸಿಪಿಐ ಹಾಗೂ ಸಿಬ್ಬಂದಿ ಕಾರ್ಯಾಚರಣೆ ನಡೆಸಿ ಆರೋಪಿಗಳನ್ನು ಬಂಧಿಸಿದ್ದಾರೆ. ಇವರ ಕಾರ್ಯಕ್ಕೆ ಪೊಲೀಸ್ ಆಯುಕ್ತರು ಪ್ರಶಂಸೆ ವ್ಯಕ್ತಪಡಿಸಿ ಬಹುಮಾನ ಘೋಷಿಸಿದ್ದಾರೆ. <box>787 578 963 755</box>
column-divider <box>969 66 970 2314</box>
article-body: ತಂಡವನ್ನು ಮುನ್ನಡೆಸಿದ್ದಾರೆ. ಭಾರತ ತಂಡದ ಹೊರತಾಗಿ ಇಂಗ್ಲೆಂಡ್ ಮತ್ತು ವೆಸ್ಟ್ ಇಂಡೀಸ್ ತಂಡಗಳು ತಲಾ ಎರಡು ಬಾರಿ ಪ್ರಶಸ್ತಿ ಗೆದ್ದಿವೆ. ಪಾಕಿಸ್ತಾನ, ಶ್ರೀಲಂಕಾ ಮತ್ತು ಆಸ್ಟ್ರೇಲಿಯಾ ತಲಾ ಒಮ್ಮೆ ಟಿ20 ವಿಶ್ವಕಪ್ ಗೆದ್ದಿವೆ. ಅಹಮದಾಬಾದ್‌ನಲ್ಲಿ ಟಾಸ್ ದಾಖಲೆ ಏನು? ಈ ಬಾರಿ ಫೈನಲ್ ಪಂದ್ಯ ಅಹಮದಾಬಾದ್‌ನ ನರೇಂದ್ರ ಮೋದಿ ಕ್ರೀಡಾಂಗಣದಲ್ಲಿ ನಡೆಯಲಿದೆ. ಇಲ್ಲಿನ ಟಾಸ್ ದಾಖಲೆಯು ಕುತೂಹಲಕಾರಿಯಾಗಿದೆ. ಇಲ್ಲಿಯವರೆಗೆ, ಈ ಕ್ರೀಡಾಂಗಣದಲ್ಲಿ 14 ಟಿ20 ಅಂತರರಾಷ್ಟ್ರೀಯ <box>57 408 313 548</box>
article-body: ಭಾಗ್ಯನಗರ.ಮಾ.7: ಚಿಕ್ಕಬಳ್ಳಾಪುರ ತಾಲ್ಲೂಕಿನ ಮೈಲಪ್ಪನಹಳ್ಳಿ ಗ್ರಾಮದಲ್ಲಿ ದಲಿತರು ವಾಸವಿದ್ದ ಸುಮಾರು 100ಕ್ಕೂ ಹೆಚ್ಚು ಗುಡಿಸಲುಗಳನ್ನು ತಹಶೀಲ್ದಾರ್ ನೇತೃತ್ವದಲ್ಲಿ ಅಧಿಕಾರಿಗಳು ಏಕಾಏಕಿ ತೆರವುಗೊಳಿಸಿರುವ ಕ್ರಮವನ್ನು ಖಂಡಿಸಿ ದಲಿತ ಸಂಘರ್ಷ ಸಮಿತಿ (ಡಿಎಸ್‌ಎಸ್) ಮುಖಂಡರು ತೀವ್ರ ಆಕ್ರೋಶ ವ್ಯಕ್ತಪಡಿಸಿದರು. <box>57 1902 228 2043</box>
headline-dalit-1: ದಲಿತರ ಗುಡಿಸಲುಗಳ <box>85 1800 321 1839</box>
article-body: ಜಿಲ್ಲಾಡಳಿತ ಪ್ರತಿಭಟನೆಯನ್ನು ಗಂಭೀರವಾಗಿ ಪರಿಗಣಿಸಬೇಕು. ಪತ್ರಿಕಾಗೋಷ್ಠಿಯಲ್ಲಿ ದಲಿತ ಸಂಘರ್ಷ ಸಮಿತಿ ಮುಖಂಡರಾದ ಪ್ರಕಾಶ್, ಚೌಡಯ್ಯ, ಭಾನುಪ್ರಕಾಶ್, ಗಂಗಾಧರ್, ಶ್ರೀನಿವಾಸ್ ಸೇರಿದಂತೆ ಹಲವರು ಹಾಜರಿದ್ದರು. <box>607 2065 777 2152</box>
day-kn: ಶನಿವಾರ 7 ಮಾರ್ಚ್ 2026 <box>83 36 193 49</box>
section-divider <box>53 353 593 354</box>
column-divider <box>599 90 600 1788</box>
headline-toss: ಟಾಸ್ ಗೆದ್ದರೆ ಟ್ರೋಫಿ ಗೆಲ್ಲುವುದು ಗ್ಯಾರಂಟಿ <box>57 362 450 395</box>
meeting-banner: ಕಾರ್ಯನಿರತ ಪತ್ರಕರ್ತರ ಸಂಘ <box>480 1819 906 1872</box>
section-divider <box>607 1347 962 1348</box>
ad-contact: ಬೆಂಗಳೂರು | ಜಾಹೀರಾತಿಗಾಗಿ ಸಂಪರ್ಕಿಸಿ - 94498 71825 <box>1271 8 1526 22</box>
